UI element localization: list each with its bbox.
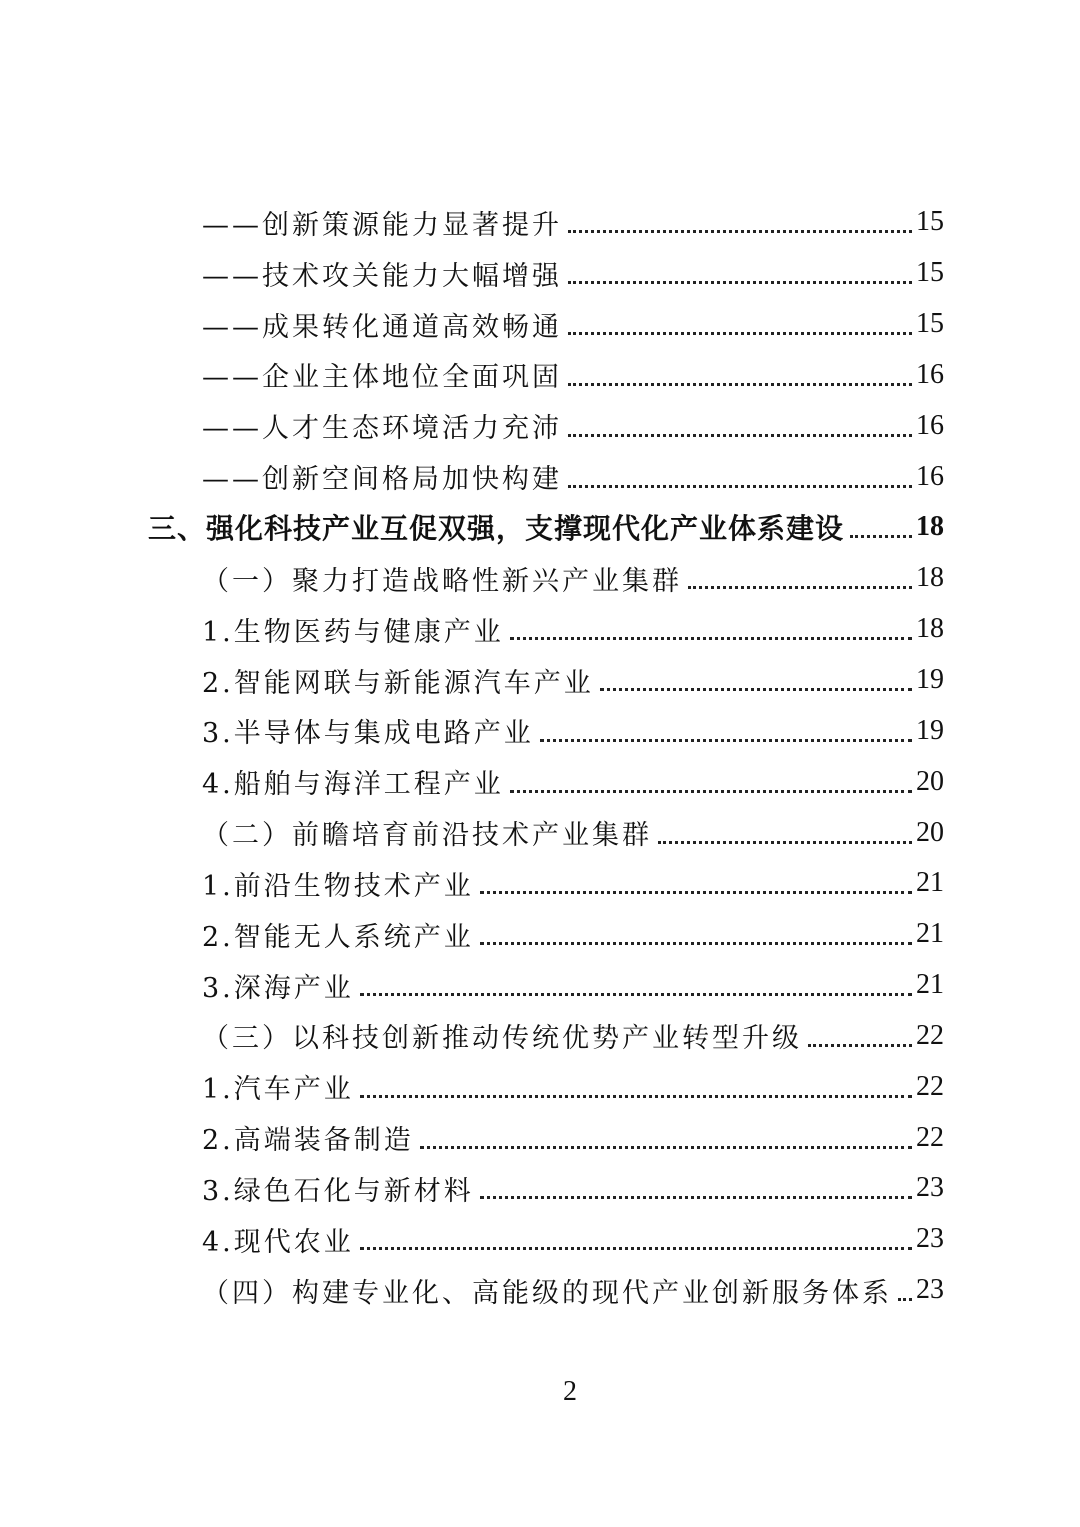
toc-entry[interactable] — [0, 909, 1080, 960]
dot-leader — [568, 433, 912, 437]
dot-leader — [480, 941, 912, 945]
dot-leader — [360, 992, 912, 996]
toc-entry-title: ——人才生态环境活力充沛 — [202, 413, 562, 445]
dot-leader — [510, 636, 912, 640]
toc-entry-page: 22 — [916, 1121, 944, 1153]
toc-entry-page: 21 — [916, 867, 944, 899]
toc-entry[interactable] — [0, 248, 1080, 299]
toc-entry-page: 21 — [916, 918, 944, 950]
dot-leader — [600, 687, 912, 691]
toc-entry[interactable] — [0, 400, 1080, 451]
toc-entry-title: 1.汽车产业 — [202, 1074, 354, 1106]
dot-leader — [658, 840, 912, 844]
page-number: 2 — [563, 1376, 577, 1407]
toc-entry-page: 18 — [916, 511, 944, 543]
toc-entry-page: 20 — [916, 765, 944, 797]
toc-entry[interactable] — [0, 1214, 1080, 1265]
toc-subsection[interactable] — [0, 1011, 1080, 1062]
toc-entry[interactable] — [0, 197, 1080, 248]
toc-entry-page: 23 — [916, 1172, 944, 1204]
dot-leader — [568, 484, 912, 488]
dot-leader — [360, 1246, 912, 1250]
dot-leader — [420, 1145, 912, 1149]
dot-leader — [568, 280, 912, 284]
toc-entry-page: 19 — [916, 714, 944, 746]
toc-entry[interactable] — [0, 299, 1080, 350]
toc-entry[interactable] — [0, 858, 1080, 909]
toc-entry-title: （一）聚力打造战略性新兴产业集群 — [202, 565, 682, 597]
dot-leader — [568, 382, 912, 386]
toc-entry-page: 23 — [916, 1223, 944, 1255]
toc-entry-title: ——成果转化通道高效畅通 — [202, 311, 562, 343]
toc-entry-page: 15 — [916, 206, 944, 238]
toc-entry-title: （二）前瞻培育前沿技术产业集群 — [202, 820, 652, 852]
dot-leader — [480, 1195, 912, 1199]
toc-entry-title: ——技术攻关能力大幅增强 — [202, 260, 562, 292]
toc-entry[interactable] — [0, 604, 1080, 655]
toc-entry-title: 3.绿色石化与新材料 — [202, 1175, 474, 1207]
toc-entry-title: 2.智能无人系统产业 — [202, 921, 474, 953]
toc-entry-title: （三）以科技创新推动传统优势产业转型升级 — [202, 1023, 802, 1055]
table-of-contents — [0, 197, 1080, 1316]
dot-leader — [568, 331, 912, 335]
dot-leader — [898, 1297, 912, 1301]
toc-entry-page: 22 — [916, 1019, 944, 1051]
toc-subsection[interactable] — [0, 553, 1080, 604]
toc-entry-title: （四）构建专业化、高能级的现代产业创新服务体系 — [202, 1277, 892, 1309]
toc-entry-title: ——企业主体地位全面巩固 — [202, 362, 562, 394]
toc-entry-title: 3.半导体与集成电路产业 — [202, 718, 534, 750]
toc-entry[interactable] — [0, 705, 1080, 756]
toc-entry-title: 4.现代农业 — [202, 1226, 354, 1258]
toc-entry-title: 1.生物医药与健康产业 — [202, 616, 504, 648]
toc-entry-page: 20 — [916, 816, 944, 848]
toc-entry-title: 3.深海产业 — [202, 972, 354, 1004]
toc-entry[interactable] — [0, 350, 1080, 401]
toc-entry[interactable] — [0, 756, 1080, 807]
toc-entry[interactable] — [0, 451, 1080, 502]
toc-entry-page: 16 — [916, 409, 944, 441]
toc-entry-title: 2.智能网联与新能源汽车产业 — [202, 667, 594, 699]
toc-entry-page: 18 — [916, 562, 944, 594]
toc-entry-page: 15 — [916, 308, 944, 340]
dot-leader — [688, 585, 912, 589]
dot-leader — [568, 229, 912, 233]
toc-entry-page: 23 — [916, 1274, 944, 1306]
toc-subsection[interactable] — [0, 807, 1080, 858]
toc-subsection[interactable] — [0, 1265, 1080, 1316]
toc-entry-page: 22 — [916, 1070, 944, 1102]
toc-entry[interactable] — [0, 1061, 1080, 1112]
toc-entry[interactable] — [0, 960, 1080, 1011]
toc-entry-page: 15 — [916, 257, 944, 289]
toc-entry-page: 16 — [916, 358, 944, 390]
toc-entry-title: ——创新空间格局加快构建 — [202, 464, 562, 496]
dot-leader — [360, 1094, 912, 1098]
toc-entry-title: 三、强化科技产业互促双强，支撑现代化产业体系建设 — [148, 512, 845, 546]
toc-entry-page: 21 — [916, 969, 944, 1001]
dot-leader — [540, 738, 912, 742]
dot-leader — [808, 1043, 912, 1047]
toc-entry-title: 2.高端装备制造 — [202, 1125, 414, 1157]
toc-entry-title: 1.前沿生物技术产业 — [202, 870, 474, 902]
toc-entry[interactable] — [0, 1112, 1080, 1163]
toc-entry-page: 19 — [916, 664, 944, 696]
toc-entry-title: 4.船舶与海洋工程产业 — [202, 769, 504, 801]
toc-entry-title: ——创新策源能力显著提升 — [202, 209, 562, 241]
toc-section-heading[interactable] — [0, 502, 1080, 553]
dot-leader — [480, 890, 912, 894]
toc-entry-page: 16 — [916, 460, 944, 492]
toc-entry[interactable] — [0, 1163, 1080, 1214]
toc-entry-page: 18 — [916, 613, 944, 645]
dot-leader — [510, 789, 912, 793]
toc-entry[interactable] — [0, 655, 1080, 706]
dot-leader — [850, 534, 912, 538]
